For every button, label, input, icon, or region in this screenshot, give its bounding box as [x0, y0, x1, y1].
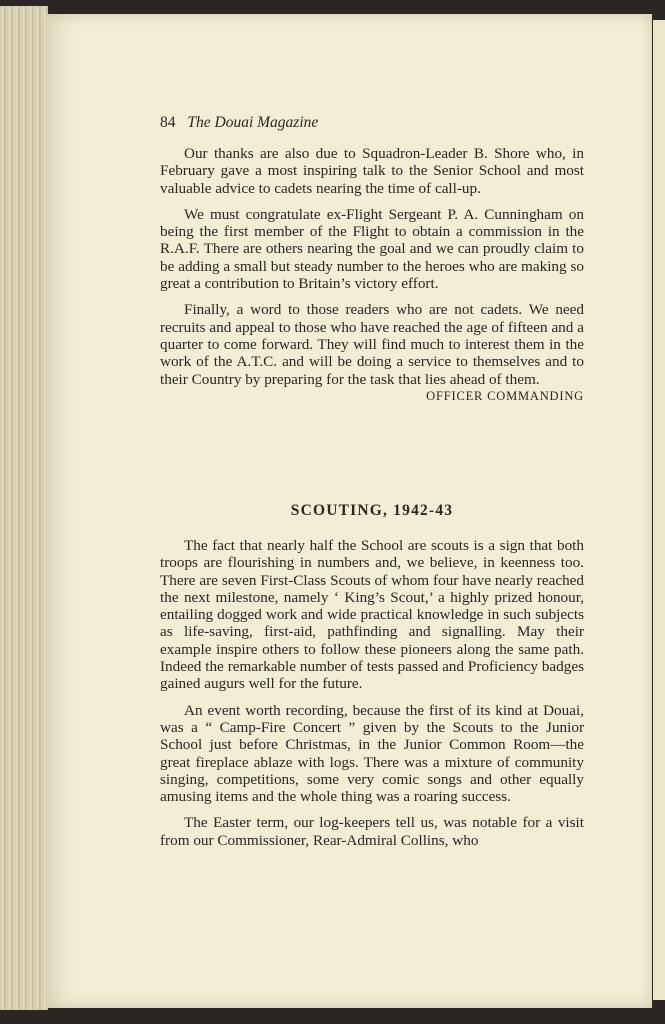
magazine-title: The Douai Magazine [187, 114, 319, 131]
scouting-section-text [160, 537, 584, 858]
paragraph: The fact that nearly half the School are scouts is a sign that both troops are flourishing in numbers and, we believe, in keenness too. There are seven First-Class Scouts of whom four have nearly reached the next milestone, namely ‘ King’s Scout,’ a highly prized honour, entailing dogged work and wide practical knowledge in such subjects as life-saving, first-aid, pathfinding and signalling. May their example inspire others to follow these pioneers along the same path. Indeed the remarkable number of tests passed and Proficiency badges gained augurs well for the future. [160, 537, 584, 693]
paragraph: We must congratulate ex-Flight Sergeant P. A. Cunningham on being the first member of the Flight to obtain a commission in the R.A.F. There are others nearing the goal and we can proudly claim to be adding a small but steady number to the heroes who are making so great a contribution to Britain’s victory effort. [160, 205, 584, 293]
atc-section-text [160, 145, 584, 405]
signature: OFFICER COMMANDING [426, 388, 584, 403]
paragraph: Finally, a word to those readers who are not cadets. We need recruits and appeal to those who have reached the age of fifteen and a quarter to come forward. They will find much to interest them in the work of the A.T.C. and will be doing a service to themselves and to their Country by preparing for the task that lies ahead of them. [160, 301, 584, 388]
paragraph: The Easter term, our log-keepers tell us, was notable for a visit from our Commissioner, Rear-Admiral Collins, who [160, 814, 584, 849]
paragraph: Our thanks are also due to Squadron-Leader B. Shore who, in February gave a most inspiring talk to the Senior School and most valuable advice to cadets nearing the time of call-up. [160, 145, 584, 197]
section-heading: SCOUTING, 1942-43 [290, 502, 454, 519]
paragraph: An event worth recording, because the first of its kind at Douai, was a “ Camp-Fire Concert ” given by the Scouts to the Junior School just before Christmas, in the Junior Common Room—the great fireplace ablaze with logs. There was a mixture of community singing, competitions, some very comic songs and other equally amusing items and the whole thing was a roaring success. [160, 701, 584, 806]
page-number: 84 [160, 114, 176, 131]
next-page-edge [653, 20, 665, 1000]
running-header [160, 114, 318, 132]
book-page-edges [0, 6, 48, 1010]
